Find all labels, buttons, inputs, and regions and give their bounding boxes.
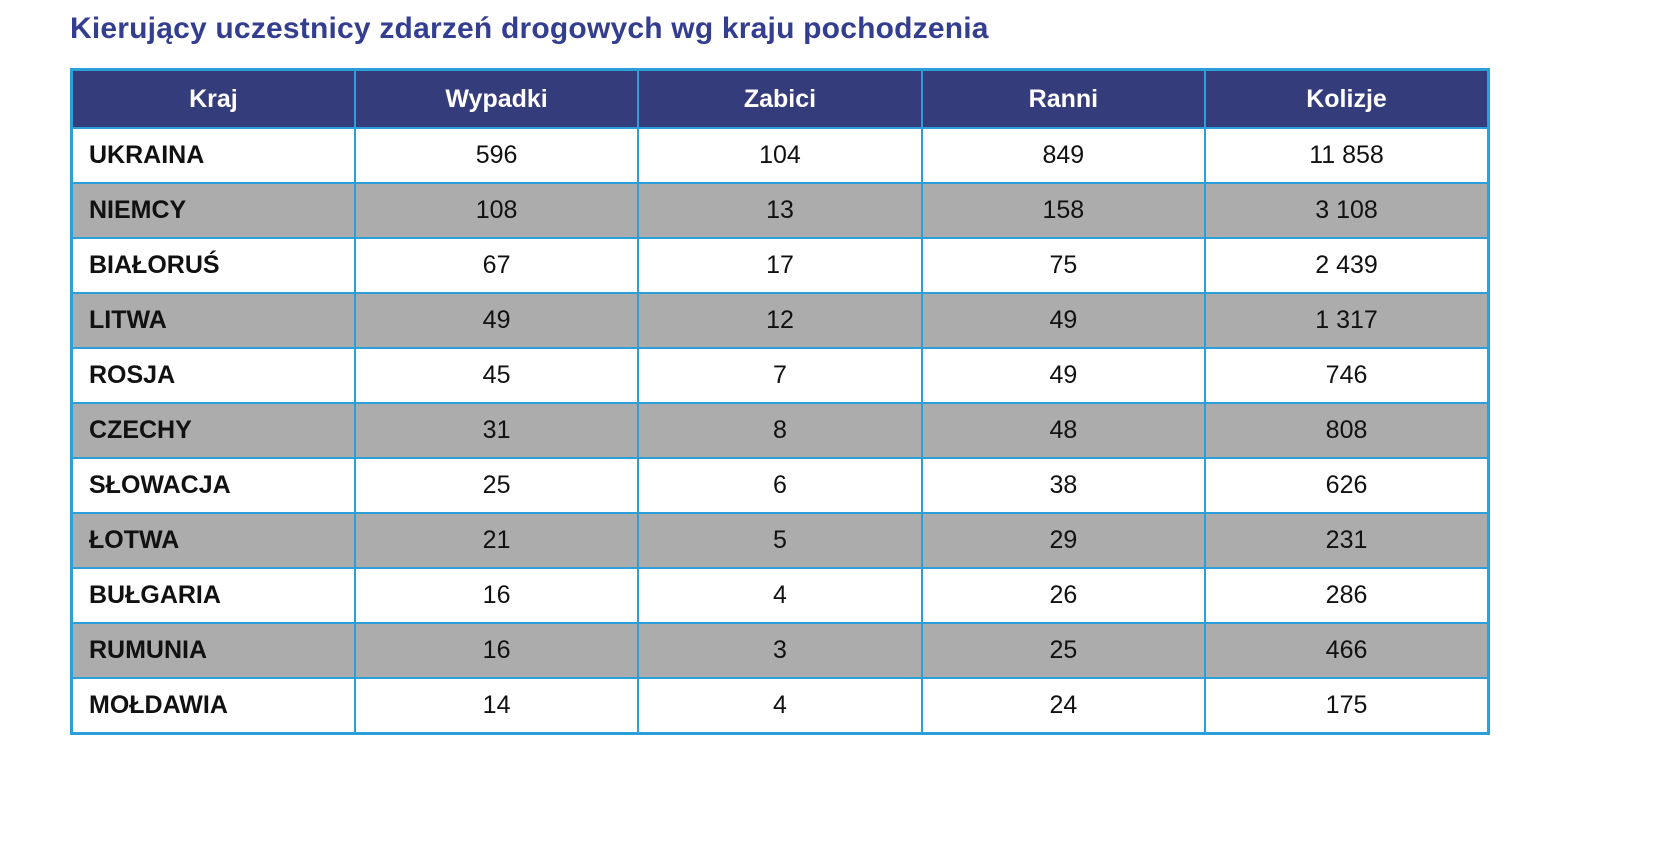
value-cell: 4 xyxy=(638,568,921,623)
table-row xyxy=(72,403,1489,458)
value-cell: 11 858 xyxy=(1205,128,1488,183)
table-row xyxy=(72,623,1489,678)
country-cell: LITWA xyxy=(72,293,355,348)
value-cell: 1 317 xyxy=(1205,293,1488,348)
country-cell: CZECHY xyxy=(72,403,355,458)
table-row xyxy=(72,183,1489,238)
country-cell: ŁOTWA xyxy=(72,513,355,568)
value-cell: 158 xyxy=(922,183,1205,238)
country-cell: RUMUNIA xyxy=(72,623,355,678)
value-cell: 48 xyxy=(922,403,1205,458)
value-cell: 6 xyxy=(638,458,921,513)
value-cell: 14 xyxy=(355,678,638,734)
table-row xyxy=(72,458,1489,513)
table-row xyxy=(72,293,1489,348)
value-cell: 12 xyxy=(638,293,921,348)
value-cell: 17 xyxy=(638,238,921,293)
value-cell: 7 xyxy=(638,348,921,403)
value-cell: 67 xyxy=(355,238,638,293)
table-row xyxy=(72,348,1489,403)
country-cell: MOŁDAWIA xyxy=(72,678,355,734)
value-cell: 231 xyxy=(1205,513,1488,568)
value-cell: 4 xyxy=(638,678,921,734)
country-cell: BIAŁORUŚ xyxy=(72,238,355,293)
value-cell: 808 xyxy=(1205,403,1488,458)
country-cell: BUŁGARIA xyxy=(72,568,355,623)
value-cell: 25 xyxy=(355,458,638,513)
value-cell: 16 xyxy=(355,623,638,678)
country-cell: UKRAINA xyxy=(72,128,355,183)
value-cell: 21 xyxy=(355,513,638,568)
value-cell: 29 xyxy=(922,513,1205,568)
value-cell: 3 108 xyxy=(1205,183,1488,238)
country-cell: NIEMCY xyxy=(72,183,355,238)
table-row xyxy=(72,568,1489,623)
value-cell: 8 xyxy=(638,403,921,458)
value-cell: 75 xyxy=(922,238,1205,293)
table-body xyxy=(72,128,1489,734)
value-cell: 849 xyxy=(922,128,1205,183)
value-cell: 26 xyxy=(922,568,1205,623)
value-cell: 38 xyxy=(922,458,1205,513)
page-title: Kierujący uczestnicy zdarzeń drogowych wg kraju pochodzenia xyxy=(70,12,989,45)
value-cell: 108 xyxy=(355,183,638,238)
road-incidents-by-country-table xyxy=(70,68,1490,735)
value-cell: 5 xyxy=(638,513,921,568)
value-cell: 2 439 xyxy=(1205,238,1488,293)
value-cell: 104 xyxy=(638,128,921,183)
value-cell: 466 xyxy=(1205,623,1488,678)
value-cell: 626 xyxy=(1205,458,1488,513)
column-header-wypadki: Wypadki xyxy=(355,70,638,129)
table-row xyxy=(72,513,1489,568)
value-cell: 45 xyxy=(355,348,638,403)
value-cell: 3 xyxy=(638,623,921,678)
table-row xyxy=(72,128,1489,183)
value-cell: 286 xyxy=(1205,568,1488,623)
table-header-row xyxy=(72,70,1489,129)
table-row xyxy=(72,678,1489,734)
table-row xyxy=(72,238,1489,293)
country-cell: SŁOWACJA xyxy=(72,458,355,513)
column-header-zabici: Zabici xyxy=(638,70,921,129)
value-cell: 49 xyxy=(922,293,1205,348)
value-cell: 746 xyxy=(1205,348,1488,403)
column-header-kolizje: Kolizje xyxy=(1205,70,1488,129)
value-cell: 31 xyxy=(355,403,638,458)
value-cell: 13 xyxy=(638,183,921,238)
value-cell: 25 xyxy=(922,623,1205,678)
value-cell: 596 xyxy=(355,128,638,183)
value-cell: 49 xyxy=(355,293,638,348)
value-cell: 24 xyxy=(922,678,1205,734)
value-cell: 16 xyxy=(355,568,638,623)
country-cell: ROSJA xyxy=(72,348,355,403)
value-cell: 175 xyxy=(1205,678,1488,734)
value-cell: 49 xyxy=(922,348,1205,403)
column-header-kraj: Kraj xyxy=(72,70,355,129)
column-header-ranni: Ranni xyxy=(922,70,1205,129)
